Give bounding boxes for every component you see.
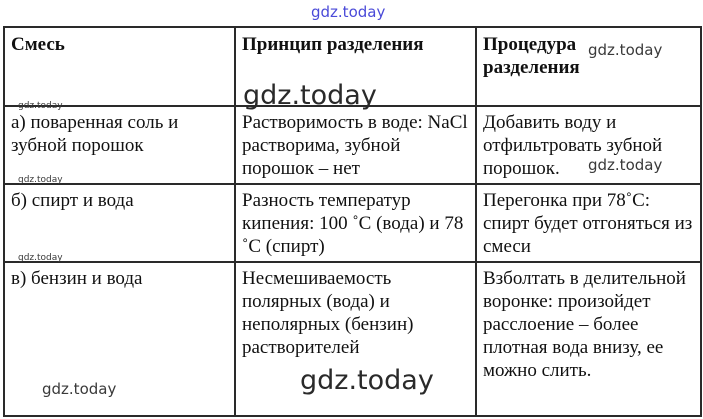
- watermark-top: gdz.today: [311, 3, 386, 21]
- cell-procedure: Перегонка при 78˚С: спирт будет отгоняться из смеси: [476, 184, 701, 262]
- table-row: [4, 106, 701, 184]
- watermark-large: gdz.today: [300, 365, 434, 396]
- cell-mixture: в) бензин и вода: [4, 262, 235, 416]
- table-row: [4, 184, 701, 262]
- table-row: [4, 262, 701, 416]
- header-procedure: [476, 27, 701, 106]
- watermark-small: gdz.today: [588, 41, 663, 59]
- header-mixture: Смесь: [4, 27, 235, 106]
- separation-table: [3, 26, 702, 417]
- header-procedure-line1: Процедура: [483, 34, 577, 55]
- cell-principle: Растворимость в воде: NaCl растворима, зубной порошок – нет: [235, 106, 476, 184]
- watermark-small: gdz.today: [42, 380, 117, 398]
- watermark-tiny: gdz.today: [18, 253, 63, 263]
- header-procedure-line2: разделения: [483, 57, 580, 78]
- cell-procedure: Добавить воду и отфильтровать зубной порошок.: [476, 106, 701, 184]
- cell-mixture: б) спирт и вода: [4, 184, 235, 262]
- cell-principle: Несмешиваемость полярных (вода) и неполярных (бензин) растворителей: [235, 262, 476, 416]
- watermark-small: gdz.today: [588, 156, 663, 174]
- table-header-row: [4, 27, 701, 106]
- watermark-tiny: gdz.today: [18, 101, 63, 111]
- cell-mixture: а) поваренная соль и зубной порошок: [4, 106, 235, 184]
- cell-principle: Разность температур кипения: 100 ˚С (вода) и 78 ˚С (спирт): [235, 184, 476, 262]
- watermark-large: gdz.today: [243, 80, 377, 111]
- header-principle: Принцип разделения: [235, 27, 476, 106]
- watermark-tiny: gdz.today: [18, 175, 63, 185]
- cell-procedure: Взболтать в делительной воронке: произойдет расслоение – более плотная вода внизу, ее можно слить.: [476, 262, 701, 416]
